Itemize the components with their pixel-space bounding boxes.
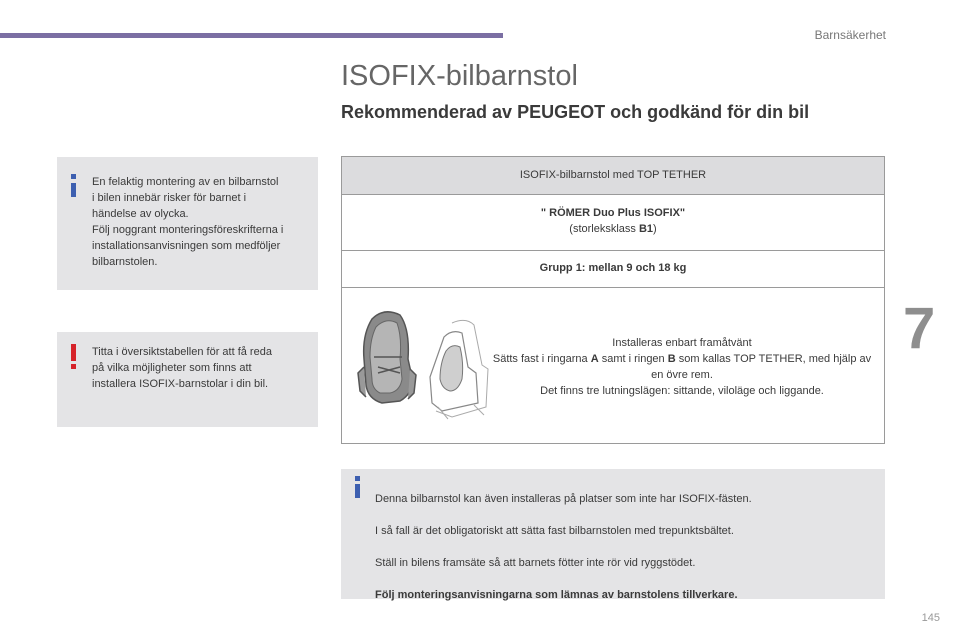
- note-line-bold: Följ monteringsanvisningarna som lämnas av barnstolens tillverkare.: [375, 589, 738, 601]
- info-icon: [355, 476, 360, 481]
- info-note-alternative-install: [341, 469, 885, 599]
- note-line: I så fall är det obligatoriskt att sätta fast bilbarnstolen med trepunktsbältet.: [375, 525, 734, 537]
- install-line-rings: Sätts fast i ringarna A samt i ringen B som kallas TOP TETHER, med hjälp av en övre rem.: [492, 353, 872, 381]
- note-line: Denna bilbarnstol kan även installeras på platser som inte har ISOFIX-fästen.: [375, 493, 752, 505]
- install-line-direction: Installeras enbart framåtvänt: [612, 337, 752, 349]
- seat-size-class: (storleksklass B1): [569, 223, 657, 235]
- install-line-recline: Det finns tre lutningslägen: sittande, viloläge och liggande.: [540, 385, 824, 397]
- info-icon: [71, 174, 76, 179]
- section-title: Barnsäkerhet: [814, 28, 886, 42]
- header-accent-bar: [0, 33, 503, 38]
- page-number: 145: [921, 612, 940, 624]
- seat-model-name: " RÖMER Duo Plus ISOFIX": [540, 207, 686, 219]
- info-icon-bar: [71, 183, 76, 197]
- info-note-mounting: [57, 157, 318, 290]
- warning-note: [57, 332, 318, 427]
- child-seat-illustration: [352, 307, 492, 422]
- table-row-model: [342, 194, 884, 251]
- isofix-seat-table: [341, 156, 885, 444]
- warning-icon-dot: [71, 364, 76, 369]
- info-note-text: En felaktig montering av en bilbarnstol i bilen innebär risker för barnet i händelse av olycka. Följ noggrant monteringsföreskrifterna i installationsanvisningen som medföljer bilbarnstolen.: [92, 176, 284, 268]
- warning-icon: [71, 344, 76, 361]
- installation-description: [490, 335, 874, 399]
- page-title: ISOFIX-bilbarnstol: [341, 60, 578, 92]
- info-note-2-text: [375, 475, 880, 619]
- page-subtitle: Rekommenderad av PEUGEOT och godkänd för din bil: [341, 102, 810, 122]
- chapter-number: 7: [903, 296, 936, 361]
- warning-note-text: Titta i översiktstabellen för att få reda på vilka möjligheter som finns att installera ISOFIX-barnstolar i din bil.: [92, 346, 272, 390]
- table-row-description: [342, 287, 884, 443]
- table-header: ISOFIX-bilbarnstol med TOP TETHER: [342, 157, 884, 195]
- note-line: Ställ in bilens framsäte så att barnets fötter inte rör vid ryggstödet.: [375, 557, 696, 569]
- table-row-group: Grupp 1: mellan 9 och 18 kg: [342, 250, 884, 288]
- info-icon-bar: [355, 484, 360, 498]
